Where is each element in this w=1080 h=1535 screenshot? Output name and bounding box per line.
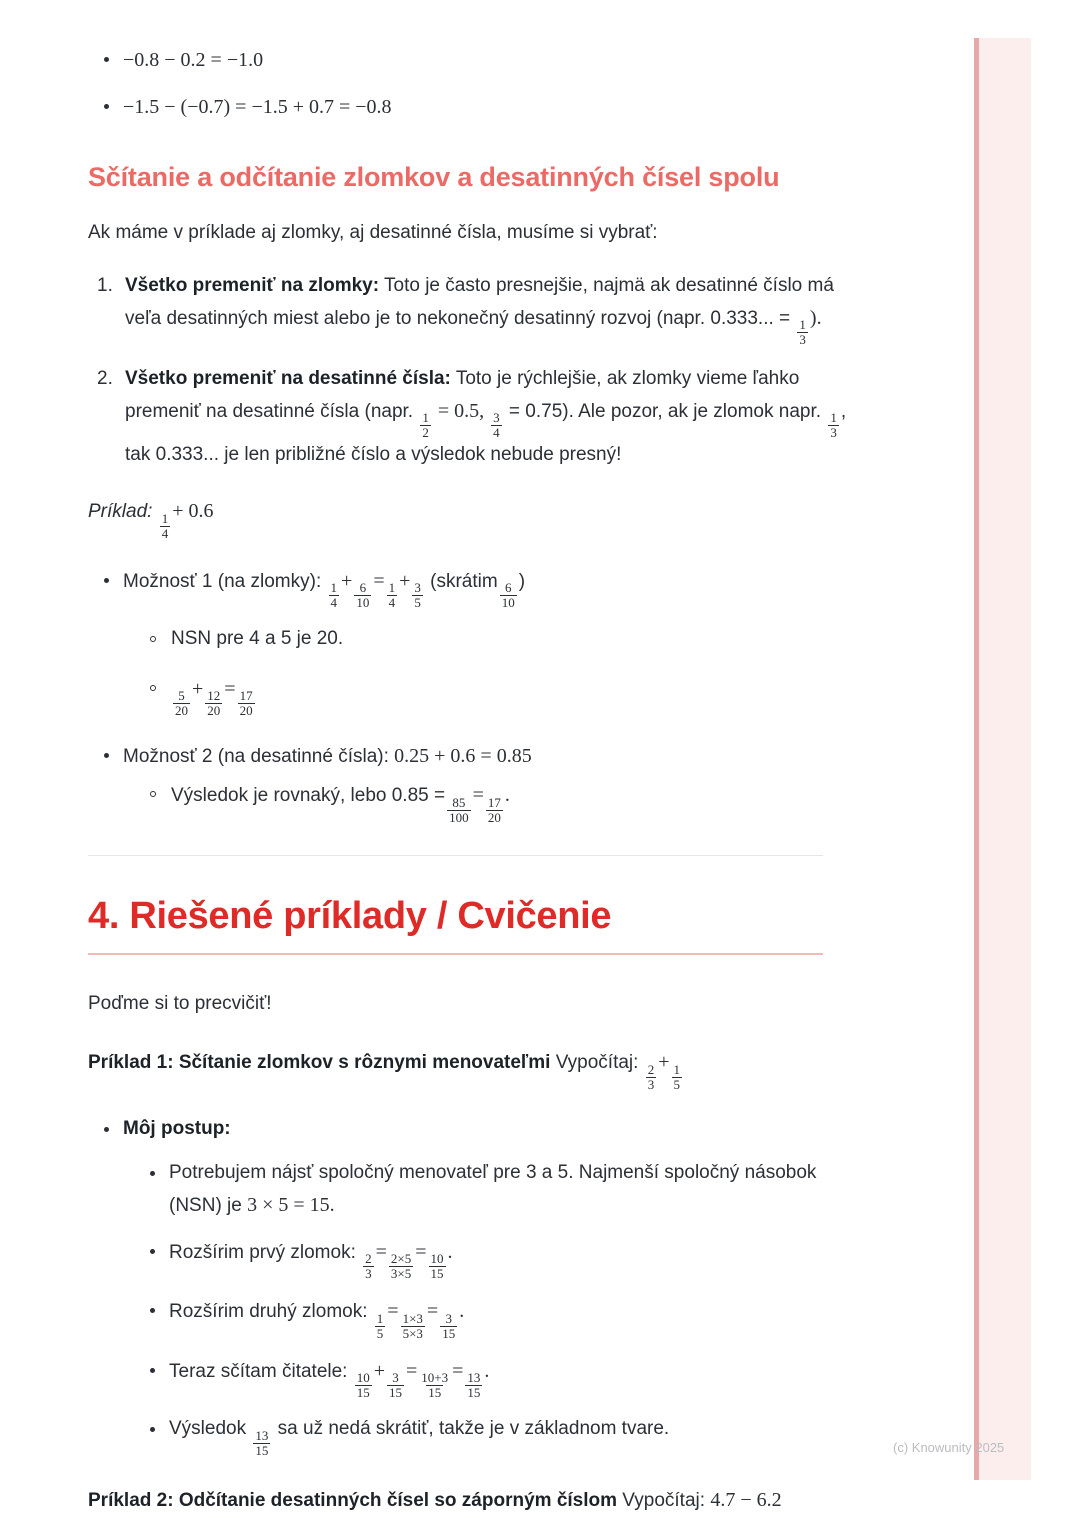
fraction-denominator: 3: [830, 425, 837, 441]
option2-label: Možnosť 2 (na desatinné čísla):: [123, 746, 389, 768]
fraction-numerator: 1: [330, 580, 338, 596]
fraction-denominator: 20: [207, 703, 221, 719]
step-tail: .: [484, 1359, 490, 1382]
fraction: [375, 1312, 386, 1341]
fraction-denominator: 15: [389, 1385, 403, 1401]
fraction-denominator: 3×5: [390, 1266, 412, 1282]
fraction-numerator: 10: [356, 1370, 370, 1386]
fraction: [419, 1371, 450, 1400]
fraction-denominator: 15: [356, 1385, 370, 1401]
options-bullet-list: [88, 565, 920, 825]
fraction-denominator: 100: [449, 809, 469, 825]
fraction-numerator: 2: [647, 1061, 655, 1077]
example1-prompt: Vypočítaj:: [555, 1052, 639, 1074]
operator: =: [406, 1359, 418, 1382]
fraction: [329, 581, 340, 610]
fraction-numerator: 13: [467, 1370, 481, 1386]
fraction-numerator: 12: [207, 688, 221, 704]
option-text-tail: , tak 0.333... je len približné číslo a výsledok nebude presný!: [125, 400, 847, 466]
fraction-numerator: 17: [487, 794, 501, 810]
sub-text: Výsledok je rovnaký, lebo 0.85 =: [171, 785, 446, 807]
example2-prompt: Vypočítaj:: [622, 1490, 706, 1511]
step-text: Teraz sčítam čitatele:: [169, 1360, 348, 1382]
fraction-denominator: 20: [239, 703, 253, 719]
option-text: Toto je často presnejšie, najmä ak desatinné číslo má veľa desatinných miest alebo je to nekonečný desatinný rozvoj (napr. 0.333... =: [125, 274, 834, 329]
option-lead: Všetko premeniť na zlomky:: [125, 274, 380, 296]
fraction: [828, 411, 839, 440]
operator: +: [658, 1051, 670, 1074]
list-item: [88, 91, 858, 124]
math-expression: −1.5 − (−0.7) = −1.5 + 0.7 = −0.8: [123, 95, 392, 118]
option1-label: Možnosť 1 (na zlomky):: [123, 570, 322, 592]
list-item: [88, 1114, 858, 1458]
step-text: Rozšírim prvý zlomok:: [169, 1241, 356, 1263]
subsection-intro: Ak máme v príklade aj zlomky, aj desatinné čísla, musíme si vybrať:: [88, 222, 658, 244]
option1-sub-list: [136, 624, 858, 718]
fraction: [646, 1063, 657, 1092]
operator: +: [341, 569, 353, 592]
steps-sub-list: [136, 1158, 858, 1458]
fraction-denominator: 5×3: [402, 1325, 423, 1341]
fraction-numerator: 5: [178, 688, 185, 704]
section-intro: Poďme si to precvičiť!: [88, 993, 272, 1015]
option-text-tail: ).: [809, 306, 822, 329]
fraction-numerator: 3: [414, 580, 421, 596]
math-expression: −0.8 − 0.2 = −1.0: [123, 49, 264, 71]
fraction-denominator: 5: [376, 1325, 384, 1341]
math-expression: 4.7 − 6.2: [710, 1489, 782, 1511]
operator: =: [472, 784, 484, 807]
fraction-denominator: 5: [673, 1076, 680, 1092]
fraction-numerator: 1: [376, 1310, 384, 1326]
fraction-denominator: 10: [501, 595, 515, 611]
fraction-numerator: 1×3: [402, 1310, 423, 1326]
fraction-denominator: 3: [647, 1076, 655, 1092]
step-text: Rozšírim druhý zlomok:: [169, 1301, 368, 1323]
list-item: [136, 673, 858, 719]
fraction: [420, 411, 431, 440]
operator: +: [399, 569, 411, 592]
fraction-denominator: 3: [365, 1266, 372, 1282]
option-text: = 0.5,: [432, 399, 490, 422]
operator: =: [387, 1300, 399, 1323]
fraction-numerator: 13: [255, 1427, 269, 1443]
list-item: [136, 779, 858, 825]
fraction: [486, 796, 503, 825]
fraction: [205, 689, 222, 718]
fraction-numerator: 3: [392, 1370, 399, 1386]
operator: +: [192, 677, 204, 700]
fraction-numerator: 17: [239, 688, 253, 704]
fraction-numerator: 1: [422, 410, 429, 426]
fraction-denominator: 5: [414, 595, 421, 611]
step-text: Výsledok: [169, 1418, 247, 1440]
fraction-numerator: 6: [504, 580, 512, 596]
fraction-denominator: 2: [422, 425, 429, 441]
option1-note-close: ): [518, 570, 526, 592]
fraction: [354, 581, 371, 610]
fraction-denominator: 4: [388, 595, 396, 611]
list-item: [88, 565, 858, 719]
fraction: [355, 1371, 372, 1400]
example1-steps-list: [88, 1114, 920, 1458]
math-expression: 0.25 + 0.6 = 0.85: [394, 745, 532, 768]
fraction: [363, 1252, 374, 1281]
postup-label: Môj postup:: [123, 1117, 231, 1139]
step-tail: .: [459, 1300, 465, 1323]
math-expression: 3 × 5 = 15.: [247, 1194, 335, 1217]
fraction: [253, 1429, 270, 1458]
options-ordered-list: [88, 271, 920, 471]
fraction: [500, 581, 517, 610]
example-math-tail: + 0.6: [172, 500, 214, 523]
operator: =: [224, 677, 236, 700]
step-text: Potrebujem nájsť spoločný menovateľ pre 3 a 5. Najmenší spoločný násobok (NSN) je: [169, 1162, 817, 1217]
list-item: [136, 1295, 858, 1341]
operator: =: [452, 1359, 464, 1382]
step-tail: .: [447, 1240, 453, 1263]
step-text-tail: sa už nedá skrátiť, takže je v základnom tvare.: [277, 1418, 670, 1440]
fraction-numerator: 10: [430, 1251, 444, 1267]
operator: =: [415, 1240, 427, 1263]
fraction-denominator: 20: [487, 809, 501, 825]
option-text: Toto je rýchlejšie, ak zlomky vieme ľahko premeniť na desatinné čísla (napr.: [125, 368, 800, 422]
lead-bullet-list: [88, 44, 920, 124]
fraction-denominator: 15: [430, 1266, 444, 1282]
fraction-denominator: 15: [428, 1385, 442, 1401]
fraction-numerator: 2×5: [390, 1251, 412, 1267]
fraction: [412, 581, 423, 610]
fraction-numerator: 85: [452, 794, 466, 810]
list-item: [88, 740, 858, 824]
fraction: [160, 512, 171, 541]
fraction-denominator: 4: [330, 595, 338, 611]
option-text: = 0.75). Ale pozor, ak je zlomok napr.: [503, 400, 827, 422]
fraction: [387, 1371, 404, 1400]
fraction-numerator: 3: [493, 410, 500, 426]
sub-text-tail: .: [504, 784, 510, 807]
fraction-denominator: 20: [175, 703, 188, 719]
example-label: Príklad:: [88, 501, 153, 523]
fraction: [387, 581, 398, 610]
fraction: [238, 689, 255, 718]
fraction: [401, 1312, 425, 1341]
option1-note-open: (skrátim: [430, 570, 498, 592]
example2-heading: [88, 1484, 823, 1517]
fraction-numerator: 1: [161, 510, 169, 526]
fraction-denominator: 4: [493, 425, 500, 441]
subsection-title: Sčítanie a odčítanie zlomkov a desatinných čísel spolu: [88, 161, 780, 192]
fraction-numerator: 6: [359, 580, 367, 596]
fraction-numerator: 2: [365, 1251, 372, 1267]
fraction-denominator: 4: [161, 525, 169, 541]
list-item: [136, 624, 858, 655]
option2-sub-list: [136, 779, 858, 825]
fraction: [173, 689, 190, 718]
fraction-denominator: 15: [442, 1325, 456, 1341]
sub-text: NSN pre 4 a 5 je 20.: [171, 628, 344, 650]
operator: +: [373, 1359, 386, 1382]
example1-heading: [88, 1046, 823, 1092]
list-item: [88, 44, 858, 77]
fraction-numerator: 1: [673, 1061, 680, 1077]
fraction-denominator: 15: [255, 1442, 269, 1458]
fraction: [465, 1371, 482, 1400]
section-title-underline: [88, 953, 823, 955]
fraction-denominator: 3: [799, 332, 806, 348]
footer-credit: (c) Knowunity 2025: [893, 1440, 1005, 1455]
list-item: [136, 1414, 858, 1458]
list-item: [88, 364, 855, 471]
fraction-denominator: 10: [356, 595, 370, 611]
fraction: [389, 1252, 413, 1281]
fraction: [447, 796, 471, 825]
operator: =: [426, 1300, 439, 1323]
page-accent-stripe: [974, 38, 1031, 1480]
list-item: [136, 1158, 858, 1222]
example2-lead: Príklad 2: Odčítanie desatinných čísel so záporným číslom: [88, 1490, 618, 1511]
list-item: [88, 271, 855, 347]
example-intro-line: [88, 495, 823, 541]
fraction: [429, 1252, 446, 1281]
list-item: [136, 1236, 858, 1282]
fraction-numerator: 1: [799, 317, 806, 333]
section-title: 4. Riešené príklady / Cvičenie: [88, 894, 612, 937]
operator: =: [375, 1240, 387, 1263]
fraction-numerator: 1: [830, 410, 837, 426]
fraction-numerator: 10+3: [421, 1370, 449, 1386]
section-divider: [88, 855, 823, 856]
option-lead: Všetko premeniť na desatinné čísla:: [125, 368, 451, 390]
fraction: [797, 318, 808, 347]
list-item: [136, 1355, 858, 1401]
fraction: [440, 1312, 457, 1341]
fraction-numerator: 1: [388, 580, 396, 596]
fraction-denominator: 15: [467, 1385, 481, 1401]
fraction: [491, 411, 502, 440]
fraction: [672, 1063, 683, 1092]
operator: =: [373, 569, 385, 592]
fraction-numerator: 3: [445, 1310, 452, 1326]
example1-lead: Príklad 1: Sčítanie zlomkov s rôznymi menovateľmi: [88, 1052, 551, 1074]
